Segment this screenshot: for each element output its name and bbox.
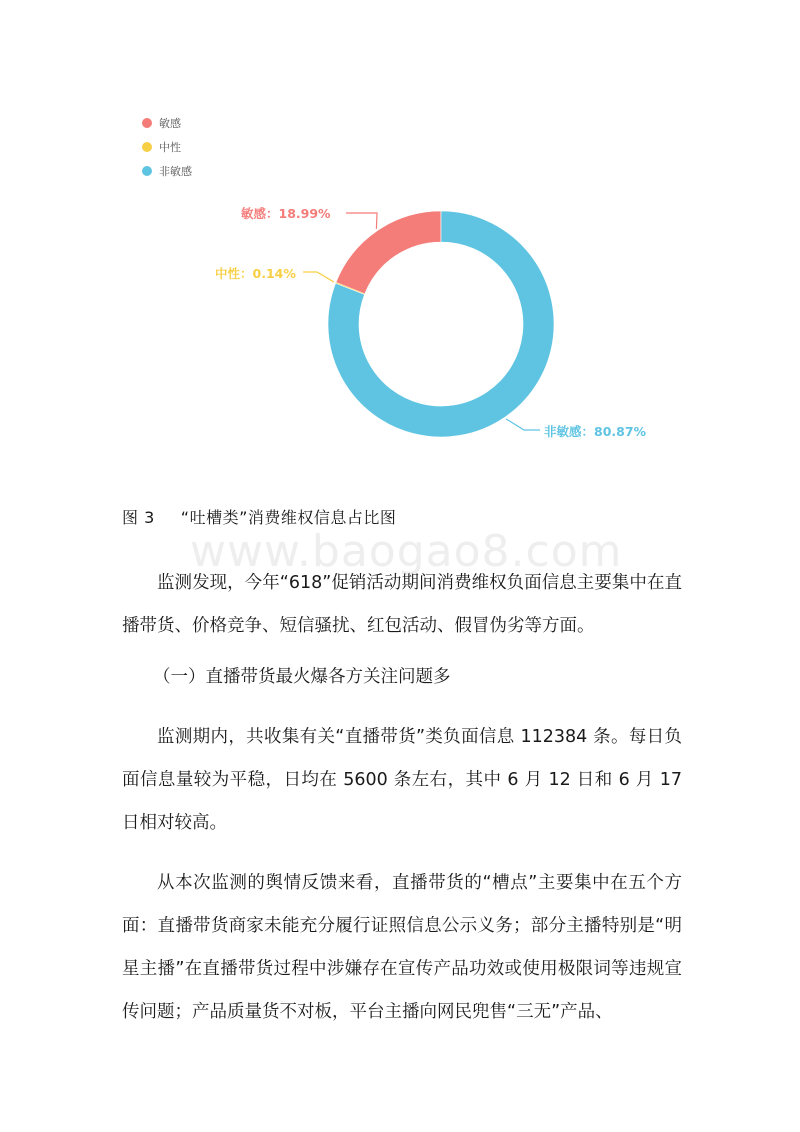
slice-sensitive xyxy=(336,211,441,294)
legend-label-sensitive: 敏感 xyxy=(159,117,181,130)
data-label-sensitive: 敏感：18.99% xyxy=(241,206,331,221)
legend-label-non-sensitive: 非敏感 xyxy=(159,165,192,178)
data-label-neutral: 中性：0.14% xyxy=(215,266,296,281)
data-label-non-sensitive: 非敏感：80.87% xyxy=(544,424,647,439)
figure-caption xyxy=(122,505,396,528)
donut-chart xyxy=(0,0,800,480)
legend-marker-non-sensitive xyxy=(142,166,152,176)
figure-caption-number: 图 3 xyxy=(122,508,155,527)
paragraph-2: 监测期内，共收集有关“直播带货”类负面信息 112384 条。每日负面信息量较为平稳，日均在 5600 条左右，其中 6 月 12 日和 6 月 17 日相对较高。 xyxy=(122,727,682,833)
donut-slices xyxy=(328,211,554,437)
paragraph-1: 监测发现，今年“618”促销活动期间消费维权负面信息主要集中在直播带货、价格竞争、短信骚扰、红包活动、假冒伪劣等方面。 xyxy=(122,573,682,636)
leader-line-sensitive xyxy=(346,213,377,229)
chart-legend xyxy=(142,116,192,178)
leader-line-neutral xyxy=(303,272,334,282)
watermark: www.baogao8.com xyxy=(190,526,623,577)
paragraph-3: 从本次监测的舆情反馈来看，直播带货的“槽点”主要集中在五个方面：直播带货商家未能充分履行证照信息公示义务；部分主播特别是“明星主播”在直播带货过程中涉嫌存在宣传产品功效或使用极限词等违规宣传问题；产品质量货不对板，平台主播向网民兜售“三无”产品、 xyxy=(122,873,682,1022)
section-heading: （一）直播带货最火爆各方关注问题多 xyxy=(153,667,451,687)
legend-label-neutral: 中性 xyxy=(159,141,181,154)
legend-marker-sensitive xyxy=(142,118,152,128)
figure-caption-text: “吐槽类”消费维权信息占比图 xyxy=(180,508,397,527)
leader-line-non-sensitive xyxy=(506,419,540,430)
legend-marker-neutral xyxy=(142,142,152,152)
